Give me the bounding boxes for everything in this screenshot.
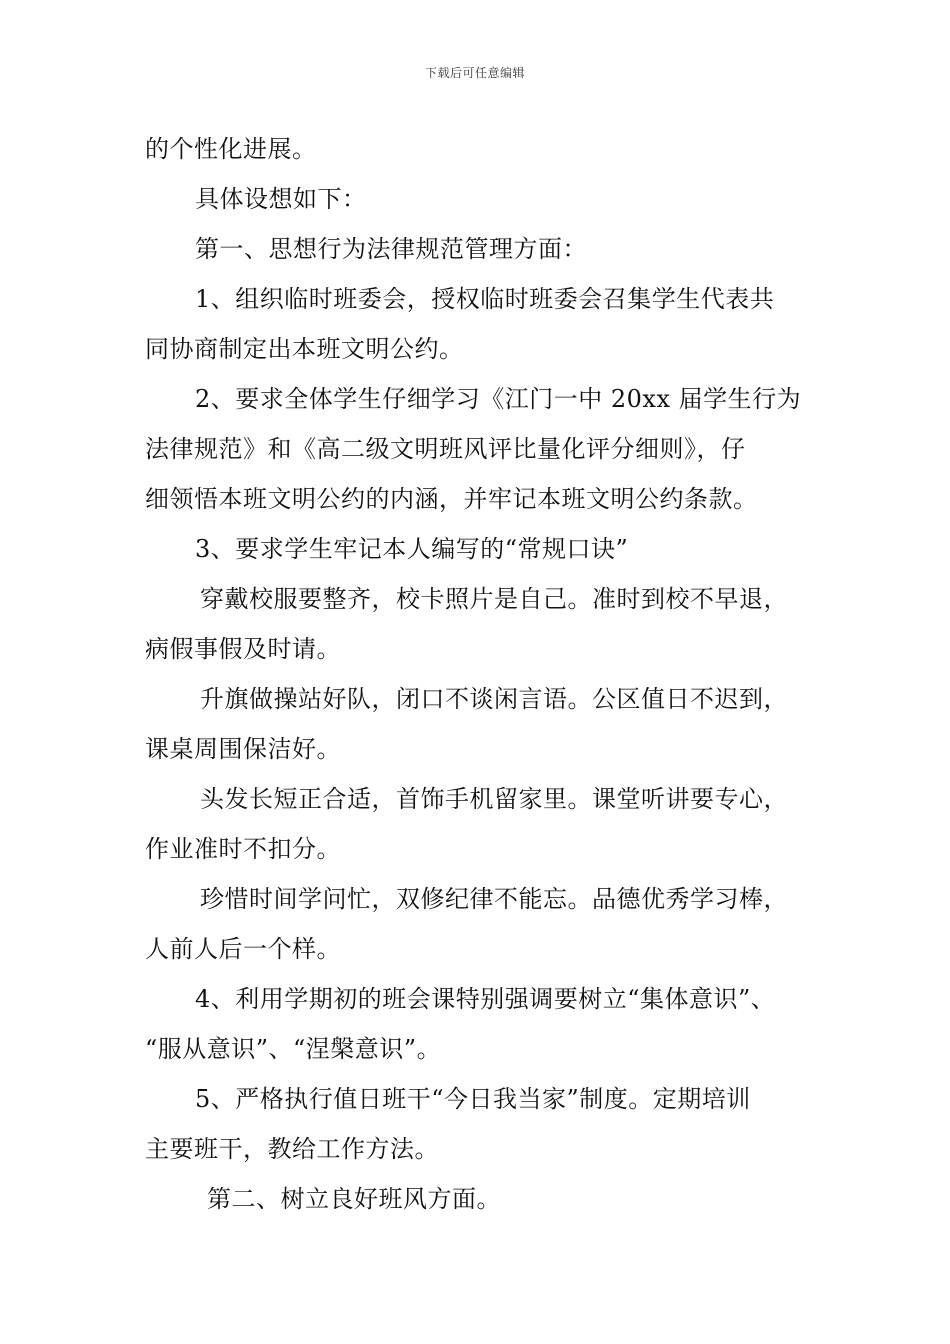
text-line: 作业准时不扣分。 <box>145 835 341 863</box>
list-item: 3、要求学生牢记本人编写的“常规口诀” <box>195 535 629 563</box>
document-body <box>145 124 810 1224</box>
page-header: 下载后可任意编辑 <box>424 66 525 80</box>
text-line: “服从意识”、“涅槃意识”。 <box>145 1035 442 1063</box>
text-line: 同协商制定出本班文明公约。 <box>145 335 464 363</box>
section-heading: 第一、思想行为法律规范管理方面： <box>195 235 587 263</box>
text-line: 的个性化进展。 <box>145 135 317 163</box>
verse-line: 穿戴校服要整齐，校卡照片是自己。准时到校不早退， <box>200 585 788 613</box>
text-line: 法律规范》和《高二级文明班风评比量化评分细则》，仔 <box>145 435 746 463</box>
text-line: 人前人后一个样。 <box>145 935 341 963</box>
list-item: 1、组织临时班委会，授权临时班委会召集学生代表共 <box>195 285 775 313</box>
verse-line: 头发长短正合适，首饰手机留家里。课堂听讲要专心， <box>200 785 788 813</box>
verse-line: 升旗做操站好队，闭口不谈闲言语。公区值日不迟到， <box>200 685 788 713</box>
text-line: 具体设想如下： <box>195 185 367 213</box>
list-item: 5、严格执行值日班干“今日我当家”制度。定期培训 <box>195 1085 751 1113</box>
verse-line: 珍惜时间学问忙，双修纪律不能忘。品德优秀学习棒， <box>200 885 788 913</box>
list-item: 4、利用学期初的班会课特别强调要树立“集体意识”、 <box>195 985 776 1013</box>
text-line: 主要班干，教给工作方法。 <box>145 1135 439 1163</box>
text-line: 病假事假及时请。 <box>145 635 341 663</box>
text-line: 细领悟本班文明公约的内涵，并牢记本班文明公约条款。 <box>145 485 758 513</box>
section-heading: 第二、树立良好班风方面。 <box>207 1185 501 1213</box>
list-item: 2、要求全体学生仔细学习《江门一中 20xx 届学生行为 <box>195 385 802 413</box>
text-line: 课桌周围保洁好。 <box>145 735 341 763</box>
